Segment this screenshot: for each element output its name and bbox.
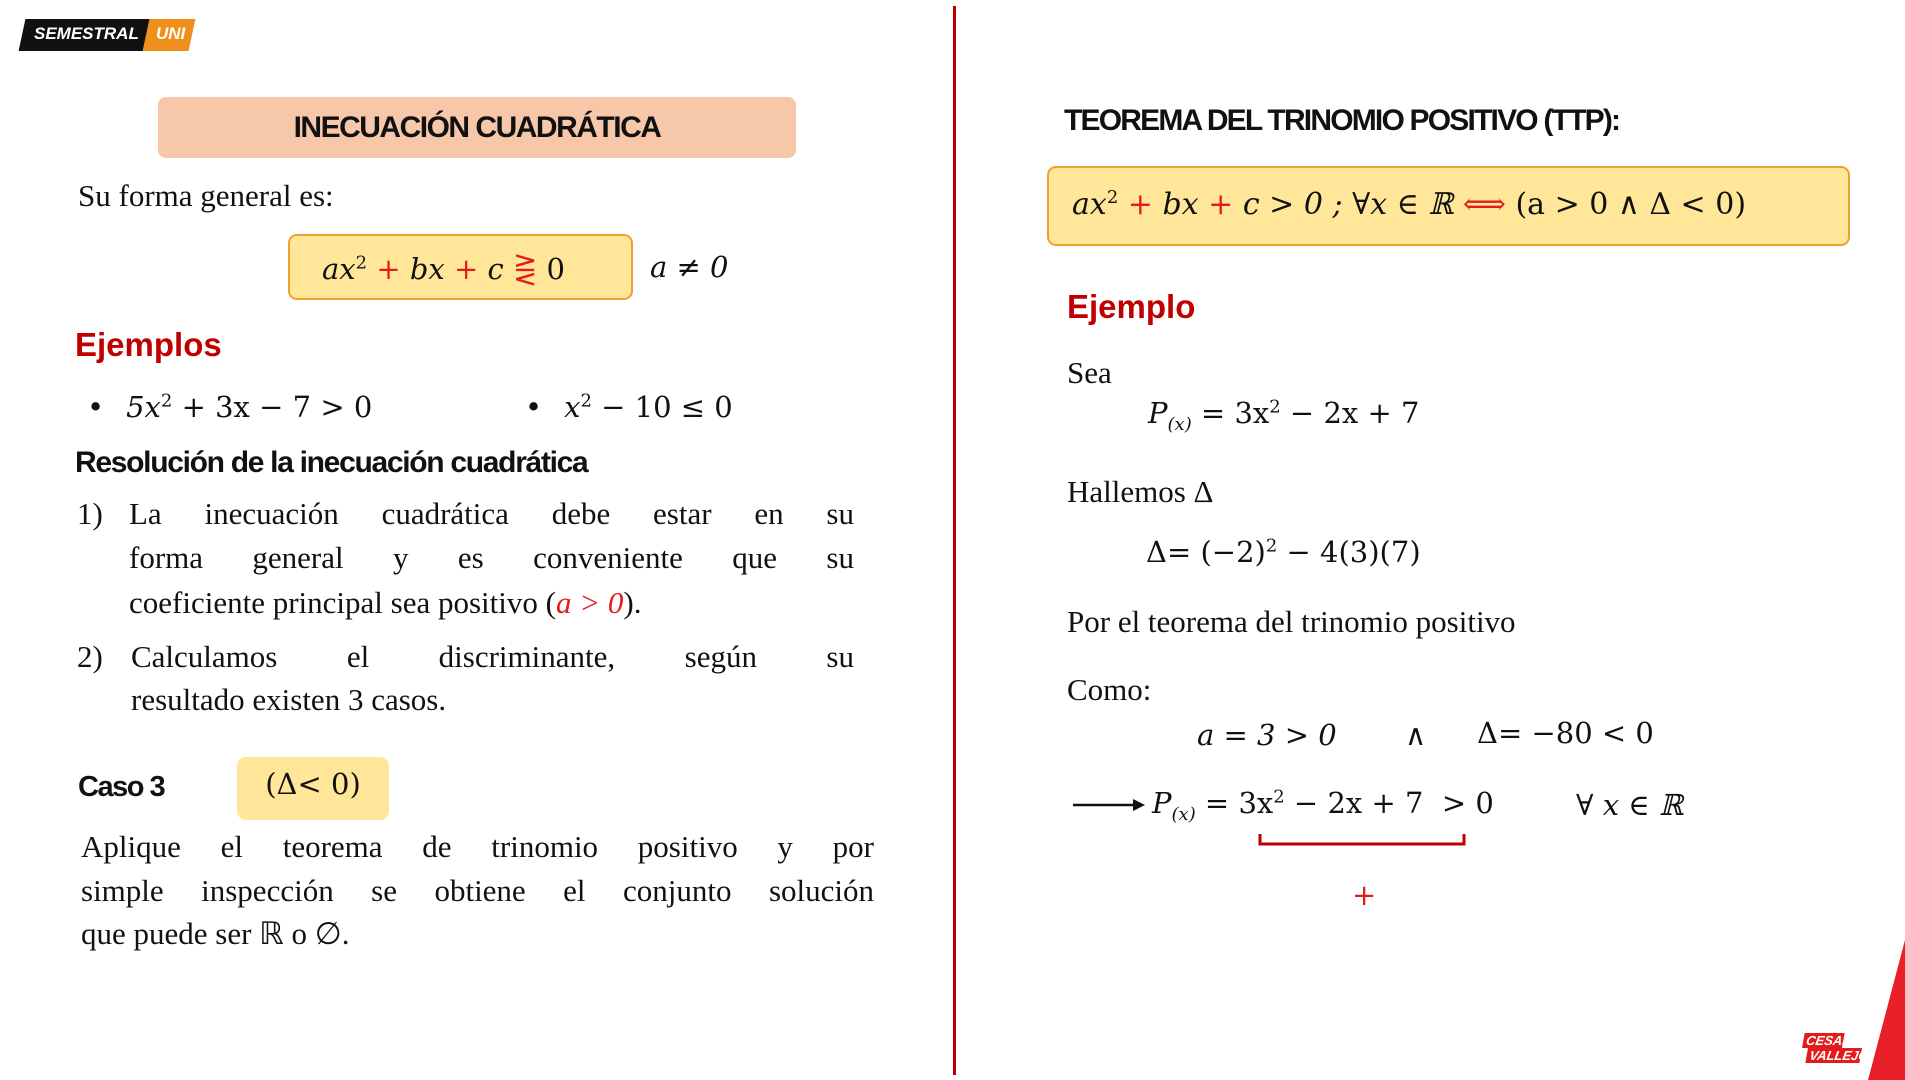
step-2-line: Calculamos el discriminante, según su xyxy=(131,639,854,674)
general-formula: $ax^2$ + bx + c ⋛ 0 xyxy=(322,252,565,286)
case-3-badge-text: (Δ< 0) xyxy=(265,767,361,801)
semestral-uni-logo xyxy=(22,19,194,51)
polynomial: $P_{(x)} = 3x^2 - 2x + 7$ xyxy=(1148,396,1420,435)
column-divider xyxy=(953,6,956,1075)
general-form-intro: Su forma general es: xyxy=(78,178,334,213)
theorem-formula: $ax^2$ + bx + c > 0 ; ∀x ∈ ℝ ⟺ (a > 0 ∧ Δ < 0) xyxy=(1072,187,1747,222)
delta-calculation: $\Delta= (-2)^2 - 4(3)(7)$ xyxy=(1146,535,1421,569)
section-title: INECUACIÓN CUADRÁTICA xyxy=(158,97,796,158)
case-3-text: Aplique el teorema de trinomio positivo y por xyxy=(81,829,874,864)
case-3-badge xyxy=(237,757,389,820)
case-3-label: Caso 3 xyxy=(78,771,165,803)
logo-text-uni: UNI xyxy=(156,24,186,43)
case-3-text: que puede ser ℝ o ∅. xyxy=(81,916,350,951)
conclusion-formula: $P_{(x)} = 3x^2 - 2x + 7 > 0$ xyxy=(1152,786,1494,825)
for-all-reals: ∀ x ∈ ℝ xyxy=(1576,788,1684,822)
sea-label: Sea xyxy=(1067,355,1112,390)
positive-sign: + xyxy=(1352,878,1377,912)
condition-a: a = 3 > 0 xyxy=(1197,718,1337,752)
resolution-heading: Resolución de la inecuación cuadrática xyxy=(75,446,588,479)
example-1: • $5x^2 + 3x - 7 > 0$ xyxy=(87,390,373,424)
step-1-line: forma general y es conveniente que su xyxy=(129,540,854,575)
step-2-line: resultado existen 3 casos. xyxy=(131,682,447,717)
step-1-line: La inecuación cuadrática debe estar en su xyxy=(129,496,854,531)
theorem-reference: Por el teorema del trinomio positivo xyxy=(1067,604,1516,639)
example-2: • $x^2 - 10 \le 0$ xyxy=(525,390,733,424)
cesar-vallejo-logo: CESAR VALLEJO xyxy=(1799,1033,1864,1063)
implies-arrow-icon xyxy=(1073,798,1145,812)
step-1-number: 1) xyxy=(77,496,103,531)
nonzero-condition: a ≠ 0 xyxy=(650,250,729,284)
step-2-number: 2) xyxy=(77,639,103,674)
case-3-text: simple inspección se obtiene el conjunto solución xyxy=(81,873,874,908)
condition-delta: Δ= −80 < 0 xyxy=(1477,716,1654,750)
find-delta-label: Hallemos Δ xyxy=(1067,474,1214,509)
and-symbol: ∧ xyxy=(1405,718,1427,752)
underbrace-icon xyxy=(1258,832,1470,852)
theorem-title: TEOREMA DEL TRINOMIO POSITIVO (TTP): xyxy=(1064,104,1620,137)
logo-text: SEMESTRAL xyxy=(34,24,139,43)
como-label: Como: xyxy=(1067,672,1152,707)
step-1-line: coeficiente principal sea positivo (a > 0). xyxy=(129,585,642,620)
corner-red-triangle xyxy=(1868,940,1905,1080)
example-heading: Ejemplo xyxy=(1067,288,1196,325)
examples-heading: Ejemplos xyxy=(75,326,222,363)
